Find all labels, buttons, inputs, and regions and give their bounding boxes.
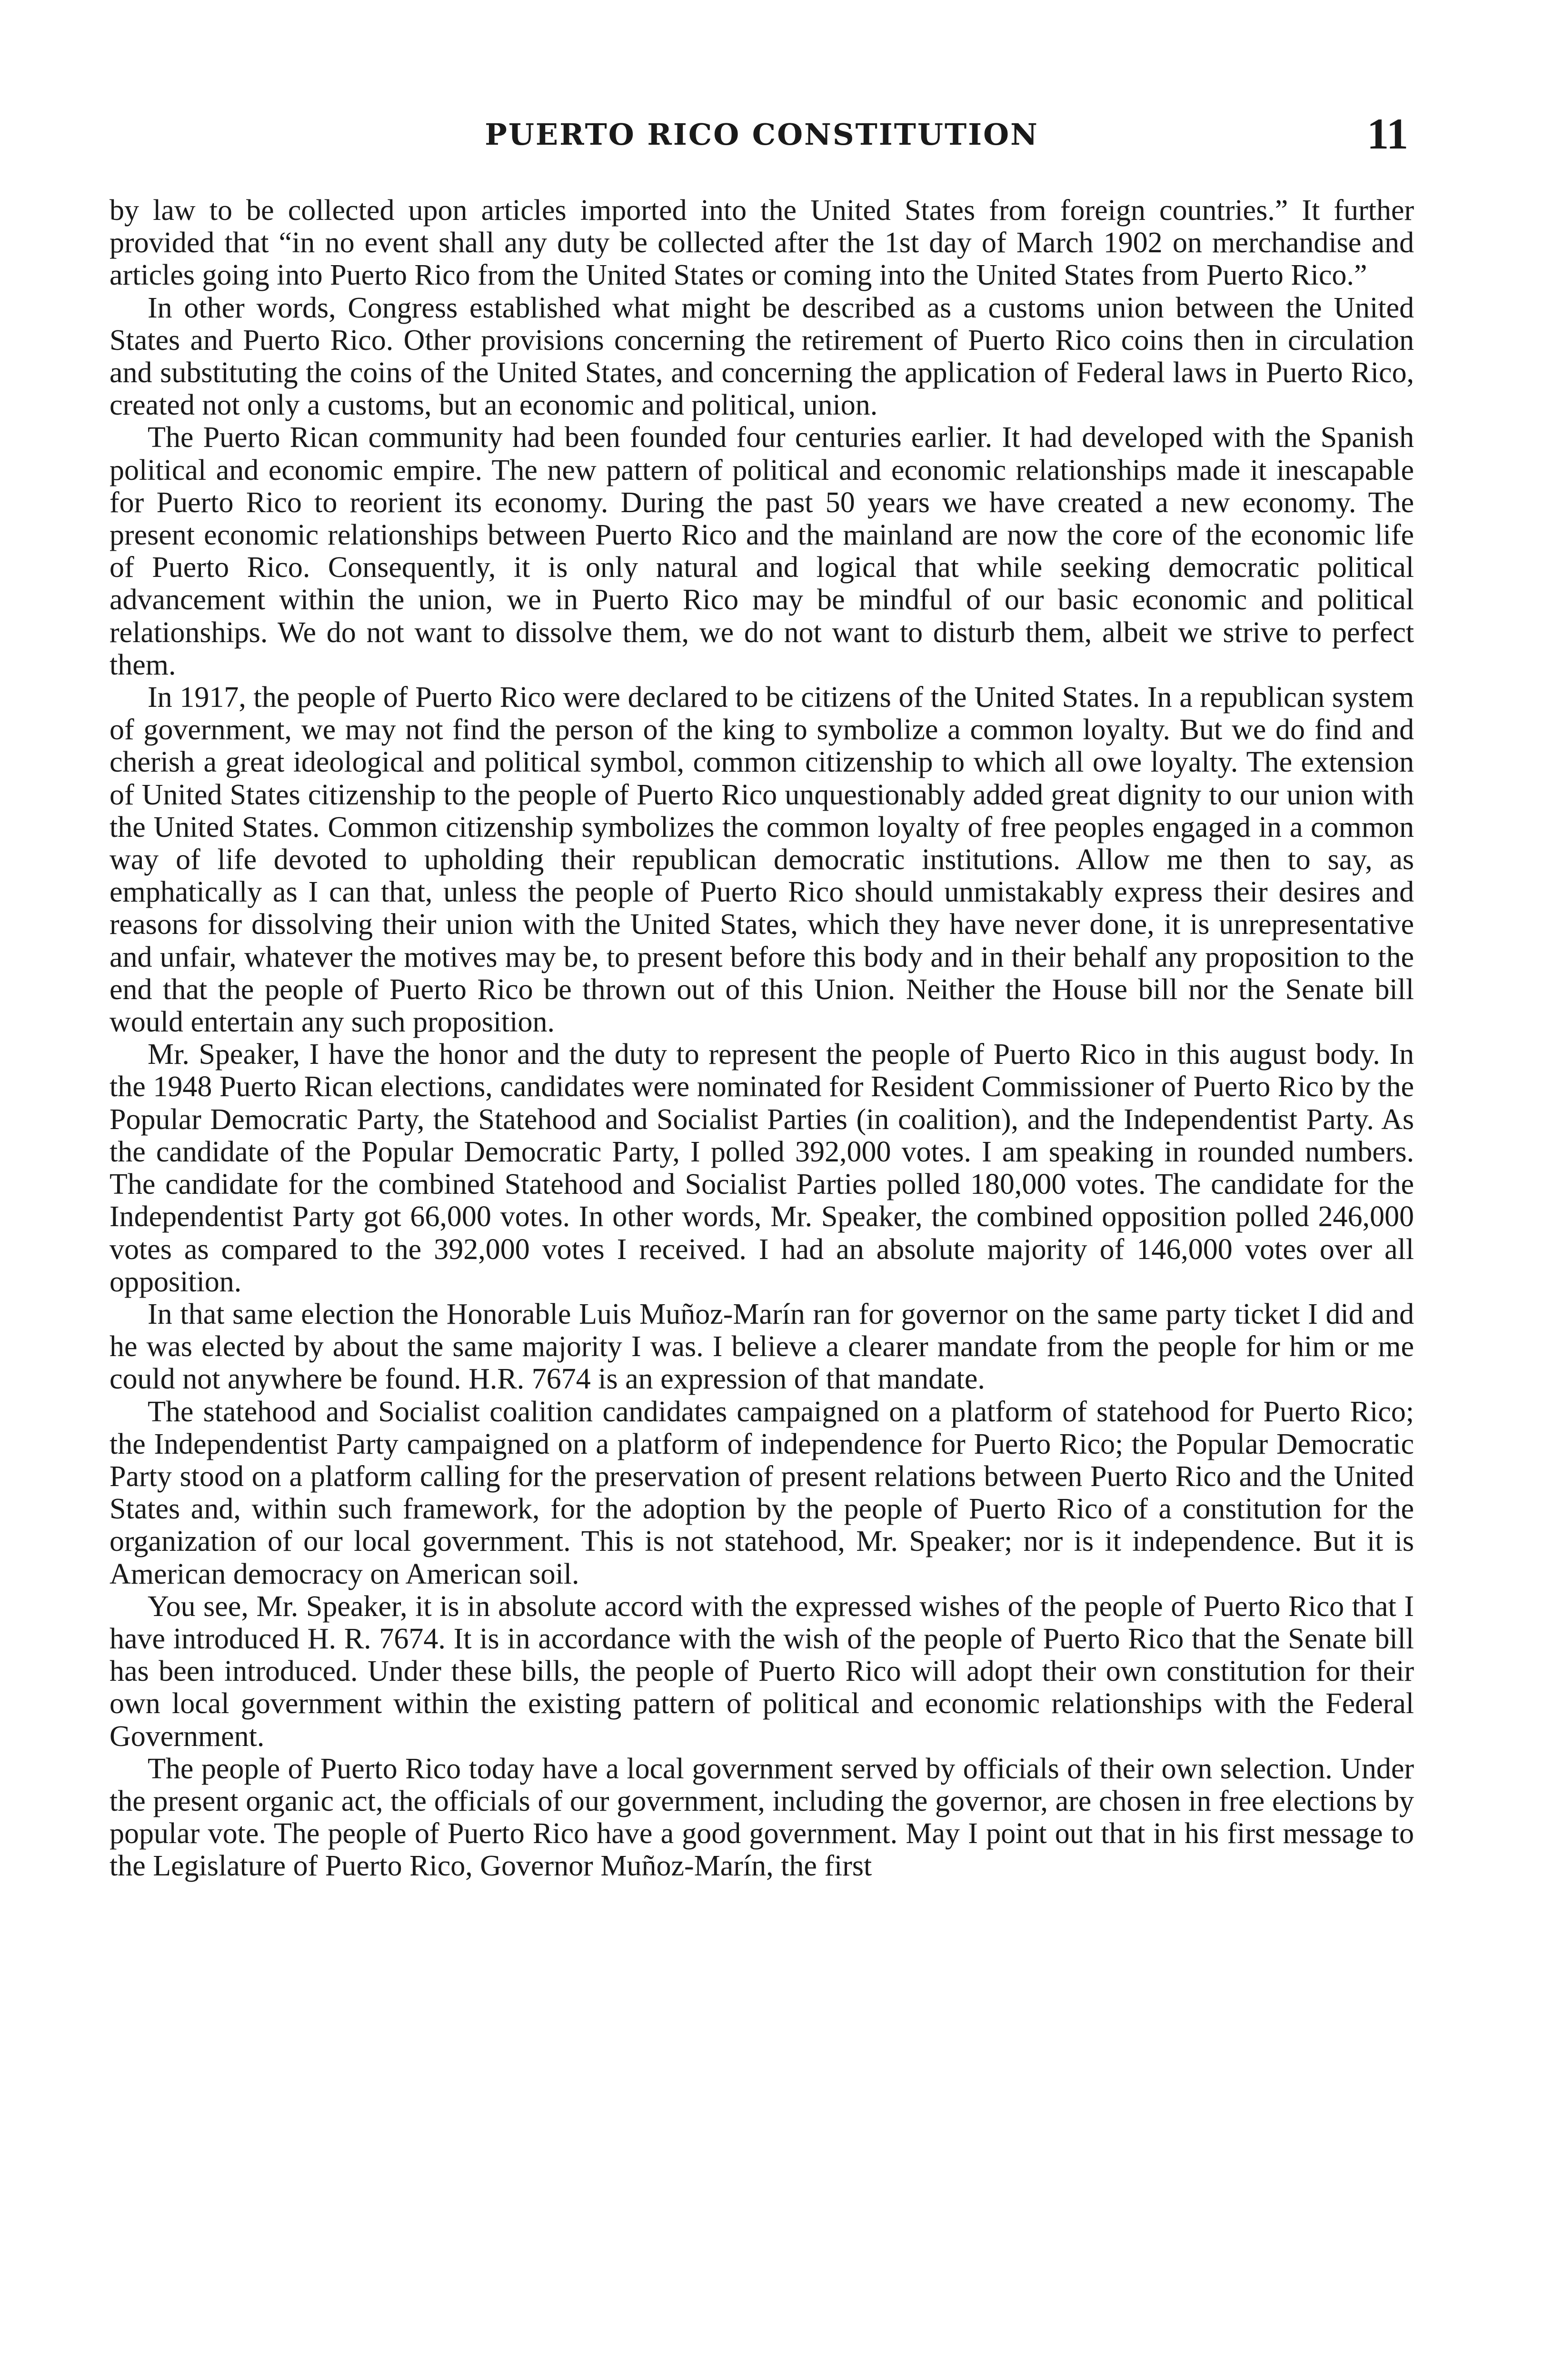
body-text bbox=[110, 194, 1414, 1883]
paragraph-party-platforms: The statehood and Socialist coalition candidates campaigned on a platform of statehood for Puerto Rico; the Independentist Party campaigned on a platform of independence for Puerto Rico; the Popular Democratic Party stood on a platform calling for the preservation of present relations between Puerto Rico and the United States and, within such framework, for the adoption by the people of Puerto Rico of a constitution for the organization of our local government. This is not statehood, Mr. Speaker; nor is it independence. But it is American democracy on American soil. bbox=[110, 1395, 1414, 1590]
paragraph-continuation: by law to be collected upon articles imported into the United States from foreign countries.” It further provided that “in no event shall any duty be collected after the 1st day of March 1902 on merchandise and articles going into Puerto Rico from the United States or coming into the United States from Puerto Rico.” bbox=[110, 194, 1414, 292]
running-header bbox=[110, 109, 1414, 161]
paragraph-governor-election: In that same election the Honorable Luis Muñoz-Marín ran for governor on the same party ticket I did and he was elected by about the same majority I was. I believe a clearer mandate from the people for him or me could not anywhere be found. H.R. 7674 is an expression of that mandate. bbox=[110, 1298, 1414, 1396]
page-number: 11 bbox=[1367, 109, 1408, 158]
paragraph-local-government: The people of Puerto Rico today have a local government served by officials of their own selection. Under the present organic act, the officials of our government, including the governor, are chosen in free elections by popular vote. The people of Puerto Rico have a good government. May I point out that in his first message to the Legislature of Puerto Rico, Governor Muñoz-Marín, the first bbox=[110, 1752, 1414, 1883]
paragraph-citizenship: In 1917, the people of Puerto Rico were declared to be citizens of the United States. In a republican system of government, we may not find the person of the king to symbolize a common loyalty. But we do find and cherish a great ideological and political symbol, common citizenship to which all owe loyalty. The extension of United States citizenship to the people of Puerto Rico unquestionably added great dignity to our union with the United States. Common citizenship symbolizes the common loyalty of free peoples engaged in a common way of life devoted to upholding their republican democratic institutions. Allow me then to say, as emphatically as I can that, unless the people of Puerto Rico should unmistakably express their desires and reasons for dissolving their union with the United States, which they have never done, it is unrepresentative and unfair, whatever the motives may be, to present before this body and in their behalf any proposition to the end that the people of Puerto Rico be thrown out of this Union. Neither the House bill nor the Senate bill would entertain any such proposition. bbox=[110, 681, 1414, 1039]
paragraph-hr-7674: You see, Mr. Speaker, it is in absolute accord with the expressed wishes of the people of Puerto Rico that I have introduced H. R. 7674. It is in accordance with the wish of the people of Puerto Rico that the Senate bill has been introduced. Under these bills, the people of Puerto Rico will adopt their own constitution for their own local government within the existing pattern of political and economic relationships with the Federal Government. bbox=[110, 1590, 1414, 1753]
running-title: PUERTO RICO CONSTITUTION bbox=[485, 117, 1039, 152]
paragraph-customs-union: In other words, Congress established what might be described as a customs union between the United States and Puerto Rico. Other provisions concerning the retirement of Puerto Rico coins then in circulation and substituting the coins of the United States, and concerning the application of Federal laws in Puerto Rico, created not only a customs, but an economic and political, union. bbox=[110, 291, 1414, 422]
paragraph-community-history: The Puerto Rican community had been founded four centuries earlier. It had developed with the Spanish political and economic empire. The new pattern of political and economic relationships made it inescapable for Puerto Rico to reorient its economy. During the past 50 years we have created a new economy. The present economic relationships between Puerto Rico and the mainland are now the core of the economic life of Puerto Rico. Consequently, it is only natural and logical that while seeking democratic political advancement within the union, we in Puerto Rico may be mindful of our basic economic and political relationships. We do not want to dissolve them, we do not want to disturb them, albeit we strive to perfect them. bbox=[110, 421, 1414, 681]
paragraph-1948-elections: Mr. Speaker, I have the honor and the duty to represent the people of Puerto Rico in this august body. In the 1948 Puerto Rican elections, candidates were nominated for Resident Commissioner of Puerto Rico by the Popular Democratic Party, the Statehood and Socialist Parties (in coalition), and the Independentist Party. As the candidate of the Popular Democratic Party, I polled 392,000 votes. I am speaking in rounded numbers. The candidate for the combined Statehood and Socialist Parties polled 180,000 votes. The candidate for the Independentist Party got 66,000 votes. In other words, Mr. Speaker, the combined opposition polled 246,000 votes as compared to the 392,000 votes I received. I had an absolute majority of 146,000 votes over all opposition. bbox=[110, 1038, 1414, 1298]
